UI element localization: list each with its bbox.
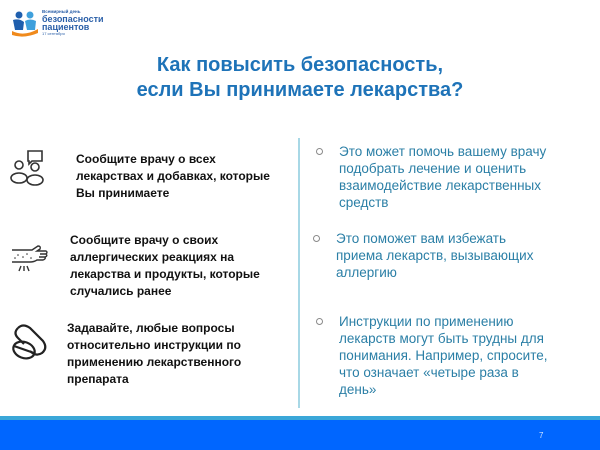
tip-line: случались ранее: [70, 284, 172, 298]
tip-line: Сообщите врачу о своих: [70, 233, 219, 247]
explanation-line: подобрать лечение и оценить: [339, 161, 527, 176]
bullet-icon: [316, 148, 323, 155]
tip-line: Задавайте, любые вопросы: [67, 321, 235, 335]
tip-line: лекарствах и добавках, которые: [76, 169, 270, 183]
explanation-line: аллергию: [336, 265, 397, 280]
explanation-line: Инструкции по применению: [339, 314, 514, 329]
bullet-icon: [316, 318, 323, 325]
allergic-hand-icon: [10, 236, 50, 276]
logo-line1: Всемирный день: [42, 9, 81, 14]
explanation-line: понимания. Например, спросите,: [339, 348, 548, 363]
explanation-line: средств: [339, 195, 389, 210]
logo-date: 17 сентября: [42, 30, 65, 36]
tip-line: Сообщите врачу о всех: [76, 152, 216, 166]
slide-title: [0, 53, 600, 103]
explanation-line: Это поможет вам избежать: [336, 231, 507, 246]
tip-line: Вы принимаете: [76, 186, 170, 200]
tip-line: препарата: [67, 372, 129, 386]
explanation-line: что означает «четыре раза в: [339, 365, 519, 380]
column-divider: [298, 138, 300, 408]
pills-icon: [10, 322, 50, 362]
logo-line2: безопасности: [42, 13, 104, 24]
explanation-line: лекарств могут быть трудны для: [339, 331, 544, 346]
tip-line: аллергических реакциях на: [70, 250, 235, 264]
tip-line: относительно инструкции по: [67, 338, 241, 352]
patients-logo-icon: [10, 10, 40, 38]
event-logo: [10, 8, 120, 40]
logo-line3: пациентов: [42, 21, 90, 32]
tip-line: применению лекарственного: [67, 355, 242, 369]
footer-band: [0, 420, 600, 450]
title-line1: Как повысить безопасность,: [156, 54, 444, 76]
bullet-icon: [313, 235, 320, 242]
explanation-line: Это может помочь вашему врачу: [339, 144, 547, 159]
title-line2: если Вы принимаете лекарства?: [136, 79, 464, 101]
explanation-line: день»: [339, 382, 377, 397]
page-number: 7: [539, 431, 544, 440]
explanation-line: приема лекарств, вызывающих: [336, 248, 534, 263]
explanation-line: взаимодействие лекарственных: [339, 178, 542, 193]
tip-line: лекарства и продукты, которые: [70, 267, 260, 281]
people-chat-icon: [10, 147, 50, 187]
